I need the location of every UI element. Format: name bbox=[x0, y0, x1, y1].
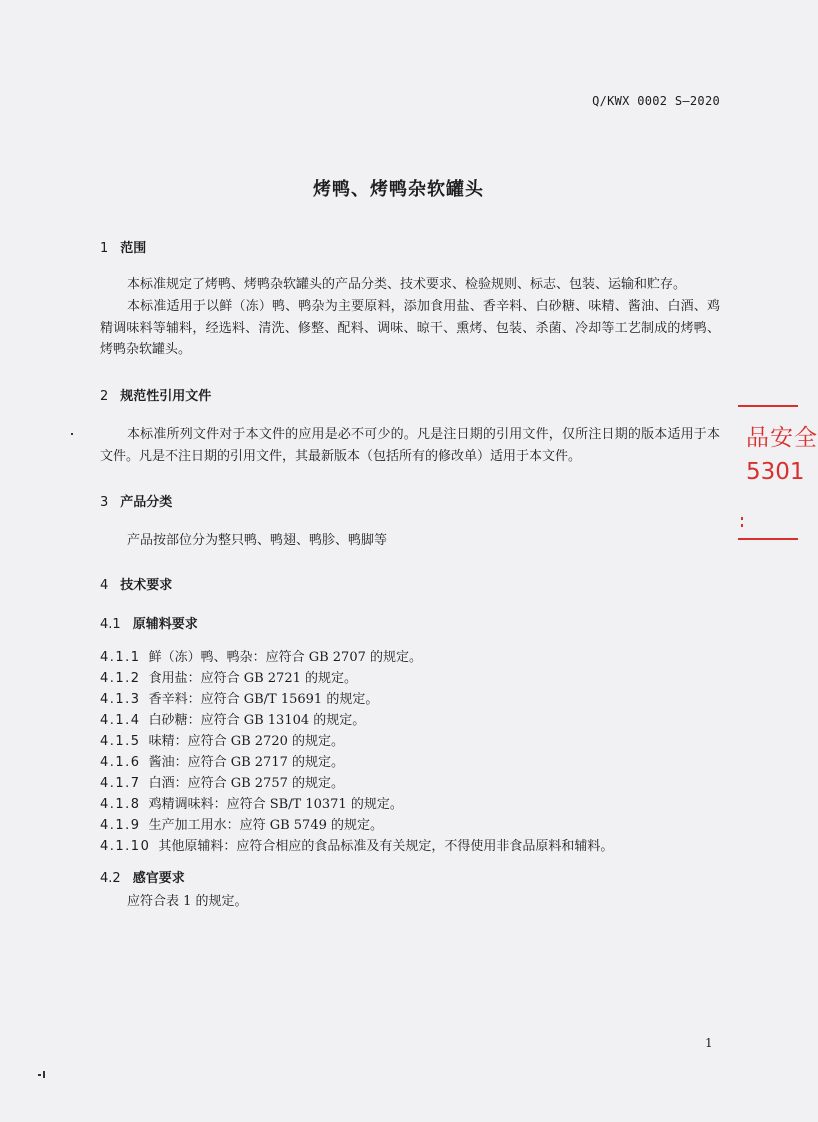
section-4-heading bbox=[100, 574, 172, 593]
list-item-number: 4.1.7 bbox=[100, 776, 141, 791]
section-2-number: 2 bbox=[100, 389, 109, 404]
section-4-title: 技术要求 bbox=[120, 578, 173, 593]
list-item-text: 白砂糖：应符合 GB 13104 的规定。 bbox=[148, 713, 366, 728]
list-item-text: 生产加工用水：应符 GB 5749 的规定。 bbox=[148, 818, 383, 833]
section-1-paragraph-1: 本标准规定了烤鸭、烤鸭杂软罐头的产品分类、技术要求、检验规则、标志、包装、运输和贮存。 bbox=[127, 277, 687, 292]
list-item-text: 其他原辅料：应符合相应的食品标准及有关规定，不得使用非食品原料和辅料。 bbox=[158, 839, 614, 854]
section-4-2-number: 4.2 bbox=[100, 871, 121, 886]
list-item bbox=[100, 772, 344, 791]
section-2-heading bbox=[100, 385, 211, 404]
list-item bbox=[100, 730, 344, 749]
list-item-number: 4.1.2 bbox=[100, 671, 141, 686]
list-item bbox=[100, 793, 403, 812]
list-item-number: 4.1.10 bbox=[100, 839, 151, 854]
section-1-heading bbox=[100, 237, 146, 256]
list-item bbox=[100, 709, 365, 728]
list-item-text: 白酒：应符合 GB 2757 的规定。 bbox=[148, 776, 344, 791]
section-2-paragraph-1: 本标准所列文件对于本文件的应用是必不可少的。凡是注日期的引用文件，仅所注日期的版本适用于本文件。凡是不注日期的引用文件，其最新版本（包括所有的修改单）适用于本文件。 bbox=[100, 427, 720, 464]
section-4-1-number: 4.1 bbox=[100, 617, 121, 632]
list-item-text: 香辛料：应符合 GB/T 15691 的规定。 bbox=[148, 692, 379, 707]
section-1-number: 1 bbox=[100, 241, 109, 256]
section-1-paragraph-2: 本标准适用于以鲜（冻）鸭、鸭杂为主要原料，添加食用盐、香辛料、白砂糖、味精、酱油、白酒、鸡精调味料等辅料，经选料、清洗、修整、配料、调味、晾干、熏烤、包装、杀菌、冷却等工艺制成的烤鸭、烤鸭杂软罐头。 bbox=[100, 299, 720, 357]
section-4-1-title: 原辅料要求 bbox=[132, 617, 198, 632]
list-item-number: 4.1.3 bbox=[100, 692, 141, 707]
section-3-paragraph-1: 产品按部位分为整只鸭、鸭翅、鸭胗、鸭脚等 bbox=[127, 533, 388, 548]
list-item-number: 4.1.8 bbox=[100, 797, 141, 812]
stamp-text-line-1: 品安全 bbox=[746, 425, 818, 451]
section-1-title: 范围 bbox=[120, 241, 147, 256]
list-item-text: 味精：应符合 GB 2720 的规定。 bbox=[148, 734, 344, 749]
list-item-number: 4.1.6 bbox=[100, 755, 141, 770]
stamp-text-line-2: 5301 bbox=[746, 459, 805, 485]
list-item-number: 4.1.4 bbox=[100, 713, 141, 728]
section-4-1-heading bbox=[100, 613, 198, 632]
list-item-number: 4.1.5 bbox=[100, 734, 141, 749]
document-title: 烤鸭、烤鸭杂软罐头 bbox=[313, 179, 484, 200]
section-4-2-heading bbox=[100, 867, 185, 886]
scan-speck bbox=[71, 433, 73, 435]
section-3-heading bbox=[100, 491, 172, 510]
list-item bbox=[100, 835, 613, 854]
stamp-dot bbox=[741, 517, 743, 520]
stamp-top-line bbox=[738, 405, 798, 407]
standard-code: Q/KWX 0002 S—2020 bbox=[592, 94, 720, 108]
list-item bbox=[100, 688, 378, 707]
list-item-text: 鲜（冻）鸭、鸭杂：应符合 GB 2707 的规定。 bbox=[148, 650, 422, 665]
list-item-text: 酱油：应符合 GB 2717 的规定。 bbox=[148, 755, 344, 770]
section-3-number: 3 bbox=[100, 495, 109, 510]
section-2-title: 规范性引用文件 bbox=[120, 389, 212, 404]
list-item bbox=[100, 667, 357, 686]
list-item-text: 食用盐：应符合 GB 2721 的规定。 bbox=[148, 671, 357, 686]
scan-speck bbox=[43, 1071, 45, 1078]
list-item-number: 4.1.9 bbox=[100, 818, 141, 833]
page-number: 1 bbox=[705, 1036, 713, 1050]
scan-speck bbox=[38, 1074, 41, 1076]
section-3-title: 产品分类 bbox=[120, 495, 173, 510]
section-4-number: 4 bbox=[100, 578, 109, 593]
list-item bbox=[100, 646, 422, 665]
stamp-bottom-line bbox=[738, 538, 798, 540]
list-item bbox=[100, 814, 383, 833]
section-4-2-paragraph-1: 应符合表 1 的规定。 bbox=[127, 894, 248, 909]
list-item-number: 4.1.1 bbox=[100, 650, 141, 665]
section-4-2-title: 感官要求 bbox=[132, 871, 185, 886]
list-item-text: 鸡精调味料：应符合 SB/T 10371 的规定。 bbox=[148, 797, 403, 812]
stamp-dot bbox=[741, 524, 743, 527]
red-stamp bbox=[738, 405, 818, 540]
list-item bbox=[100, 751, 344, 770]
